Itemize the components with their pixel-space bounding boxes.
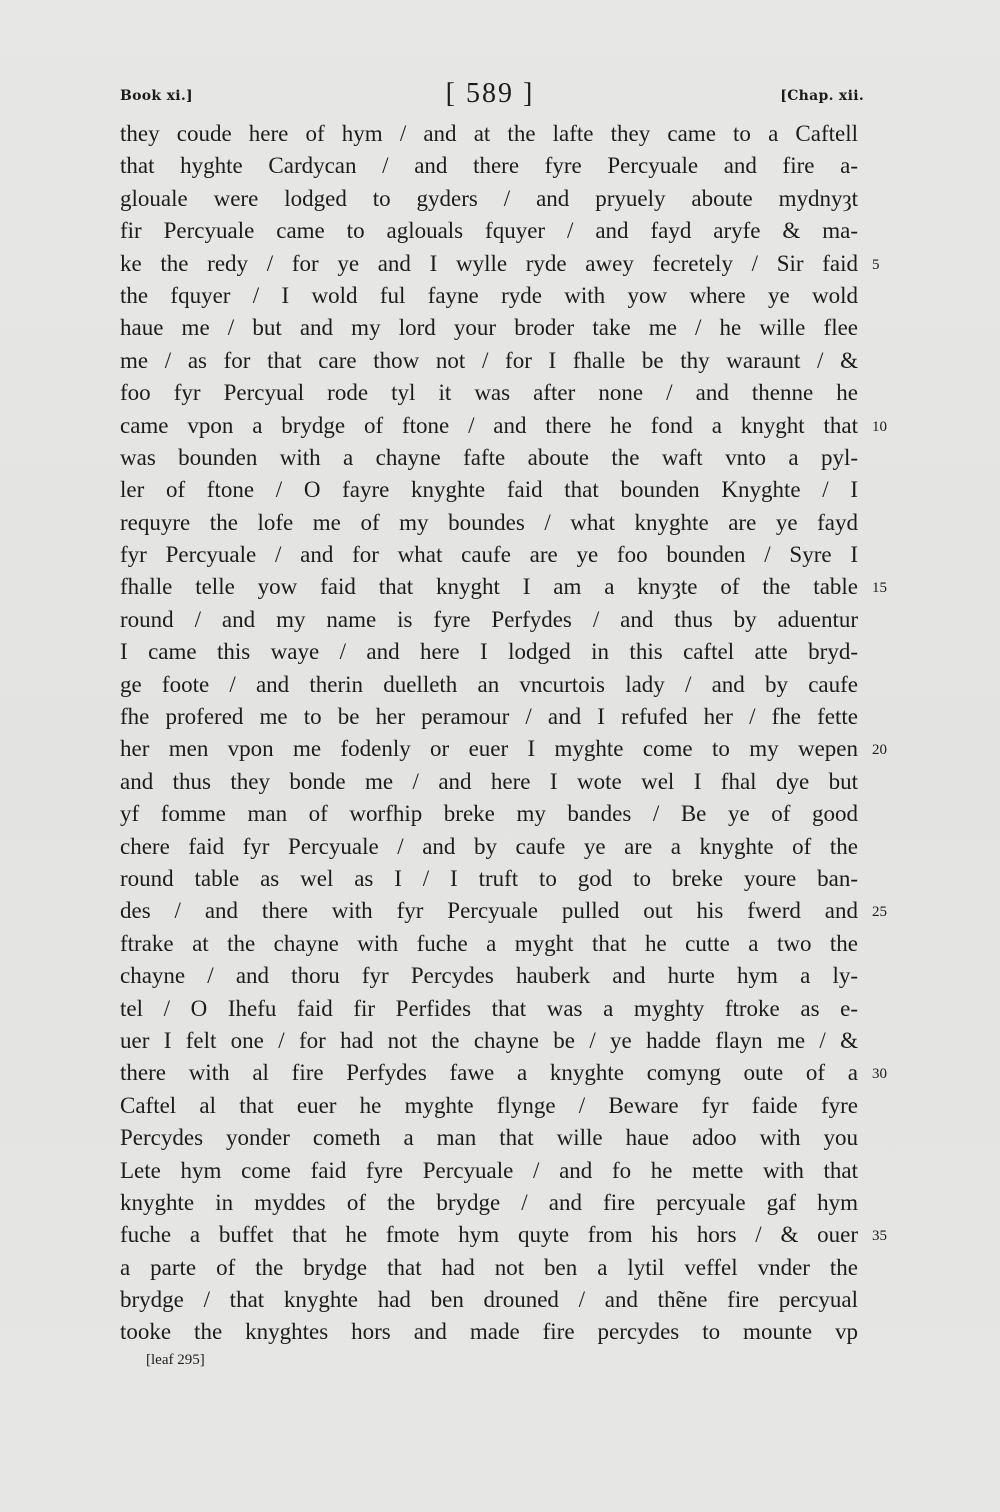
line-number: 5: [872, 256, 880, 273]
line-number: 20: [872, 742, 887, 759]
line-text: I came this waye / and here I lodged in this caftel atte bryd-: [120, 639, 858, 665]
text-line: [120, 312, 860, 344]
line-text: her men vpon me fodenly or euer I myghte come to my wepen: [120, 736, 858, 762]
line-number: 30: [872, 1066, 887, 1083]
line-text: yf fomme man of worfhip breke my bandes / Be ye of good: [120, 801, 858, 827]
text-line: [120, 798, 860, 830]
line-text: knyghte in myddes of the brydge / and fire percyuale gaf hym: [120, 1189, 858, 1215]
line-number: 10: [872, 418, 887, 435]
line-text: and thus they bonde me / and here I wote wel I fhal dye but: [120, 768, 858, 794]
page-number: [ 589 ]: [445, 78, 535, 109]
text-line: [120, 1219, 887, 1251]
line-text: glouale were lodged to gyders / and pryuely aboute mydnyȝt: [120, 185, 858, 211]
text-line: [120, 539, 860, 571]
line-text: fhalle telle yow faid that knyght I am a knyȝte of the table: [120, 574, 858, 600]
text-line: [120, 1057, 887, 1089]
text-line: [120, 410, 887, 442]
text-line: [120, 248, 880, 280]
text-line: [120, 701, 860, 733]
line-text: ge foote / and therin duelleth an vncurtois lady / and by caufe: [120, 671, 858, 697]
text-line: [120, 928, 860, 960]
text-line: [120, 1090, 860, 1122]
line-text: tooke the knyghtes hors and made fire percydes to mounte vp: [120, 1319, 858, 1345]
text-line: [120, 1252, 860, 1284]
text-line: [120, 766, 860, 798]
line-text: brydge / that knyghte had ben drouned / and thẽne fire percyual: [120, 1287, 858, 1313]
text-line: [120, 571, 887, 603]
line-text: fyr Percyuale / and for what caufe are ye foo bounden / Syre I: [120, 542, 858, 568]
text-line: [120, 669, 860, 701]
text-line: [120, 1316, 860, 1348]
text-line: [120, 507, 860, 539]
text-line: [120, 733, 887, 765]
text-line: [120, 150, 860, 182]
leaf-marginal-note: [leaf 295]: [146, 1352, 205, 1368]
text-line: [120, 1155, 860, 1187]
body-text: [120, 118, 887, 1349]
line-text: tel / O Ihefu faid fir Perfides that was a myghty ftroke as e-: [120, 995, 858, 1021]
text-line: [120, 1025, 860, 1057]
book-number-label: Book xi.]: [120, 88, 193, 104]
line-text: requyre the lofe me of my boundes / what knyghte are ye fayd: [120, 509, 858, 535]
text-line: [120, 1284, 860, 1316]
line-text: that hyghte Cardycan / and there fyre Percyuale and fire a-: [120, 153, 858, 179]
line-text: fir Percyuale came to aglouals fquyer / and fayd aryfe & ma-: [120, 218, 858, 244]
text-line: [120, 831, 860, 863]
line-text: uer I felt one / for had not the chayne be / ye hadde flayn me / &: [120, 1027, 858, 1053]
line-text: Percydes yonder cometh a man that wille haue adoo with you: [120, 1125, 858, 1151]
line-text: ler of ftone / O fayre knyghte faid that bounden Knyghte / I: [120, 477, 858, 503]
text-line: [120, 377, 860, 409]
text-line: [120, 215, 860, 247]
line-text: fuche a buffet that he fmote hym quyte from his hors / & ouer: [120, 1222, 858, 1248]
running-head: [120, 78, 864, 112]
text-line: [120, 895, 887, 927]
line-text: came vpon a brydge of ftone / and there he fond a knyght that: [120, 412, 858, 438]
line-text: there with al fire Perfydes fawe a knyghte comyng oute of a: [120, 1060, 858, 1086]
text-line: [120, 1122, 860, 1154]
text-line: [120, 345, 860, 377]
text-line: [120, 960, 860, 992]
line-text: chayne / and thoru fyr Percydes hauberk and hurte hym a ly-: [120, 963, 858, 989]
text-line: [120, 636, 860, 668]
line-text: fhe profered me to be her peramour / and I refufed her / fhe fette: [120, 704, 858, 730]
chapter-number-label: [Chap. xii.: [780, 88, 864, 104]
line-text: des / and there with fyr Percyuale pulled out his fwerd and: [120, 898, 858, 924]
line-text: chere faid fyr Percyuale / and by caufe ye are a knyghte of the: [120, 833, 858, 859]
line-text: the fquyer / I wold ful fayne ryde with yow where ye wold: [120, 282, 858, 308]
line-text: Lete hym come faid fyre Percyuale / and fo he mette with that: [120, 1157, 858, 1183]
text-line: [120, 863, 860, 895]
line-text: they coude here of hym / and at the lafte they came to a Caftell: [120, 121, 858, 146]
line-text: was bounden with a chayne fafte aboute the waft vnto a pyl-: [120, 444, 858, 470]
line-text: round table as wel as I / I truft to god to breke youre ban-: [120, 865, 858, 891]
text-line: [120, 442, 860, 474]
line-text: Caftel al that euer he myghte flynge / Beware fyr faide fyre: [120, 1092, 858, 1118]
line-number: 15: [872, 580, 887, 597]
line-text: me / as for that care thow not / for I fhalle be thy waraunt / &: [120, 347, 858, 373]
line-text: ftrake at the chayne with fuche a myght that he cutte a two the: [120, 930, 858, 956]
line-number: 25: [872, 904, 887, 921]
line-text: ke the redy / for ye and I wylle ryde awey fecretely / Sir faid: [120, 250, 858, 276]
text-line: [120, 280, 860, 312]
text-line: [120, 604, 860, 636]
text-line: [120, 993, 860, 1025]
line-text: haue me / but and my lord your broder take me / he wille flee: [120, 315, 858, 341]
text-line: [120, 474, 860, 506]
text-line: [120, 1187, 860, 1219]
line-number: 35: [872, 1228, 887, 1245]
line-text: foo fyr Percyual rode tyl it was after none / and thenne he: [120, 380, 858, 406]
line-text: round / and my name is fyre Perfydes / and thus by aduentur: [120, 606, 858, 632]
line-text: a parte of the brydge that had not ben a lytil veffel vnder the: [120, 1254, 858, 1280]
text-line: [120, 118, 860, 150]
text-line: [120, 183, 860, 215]
